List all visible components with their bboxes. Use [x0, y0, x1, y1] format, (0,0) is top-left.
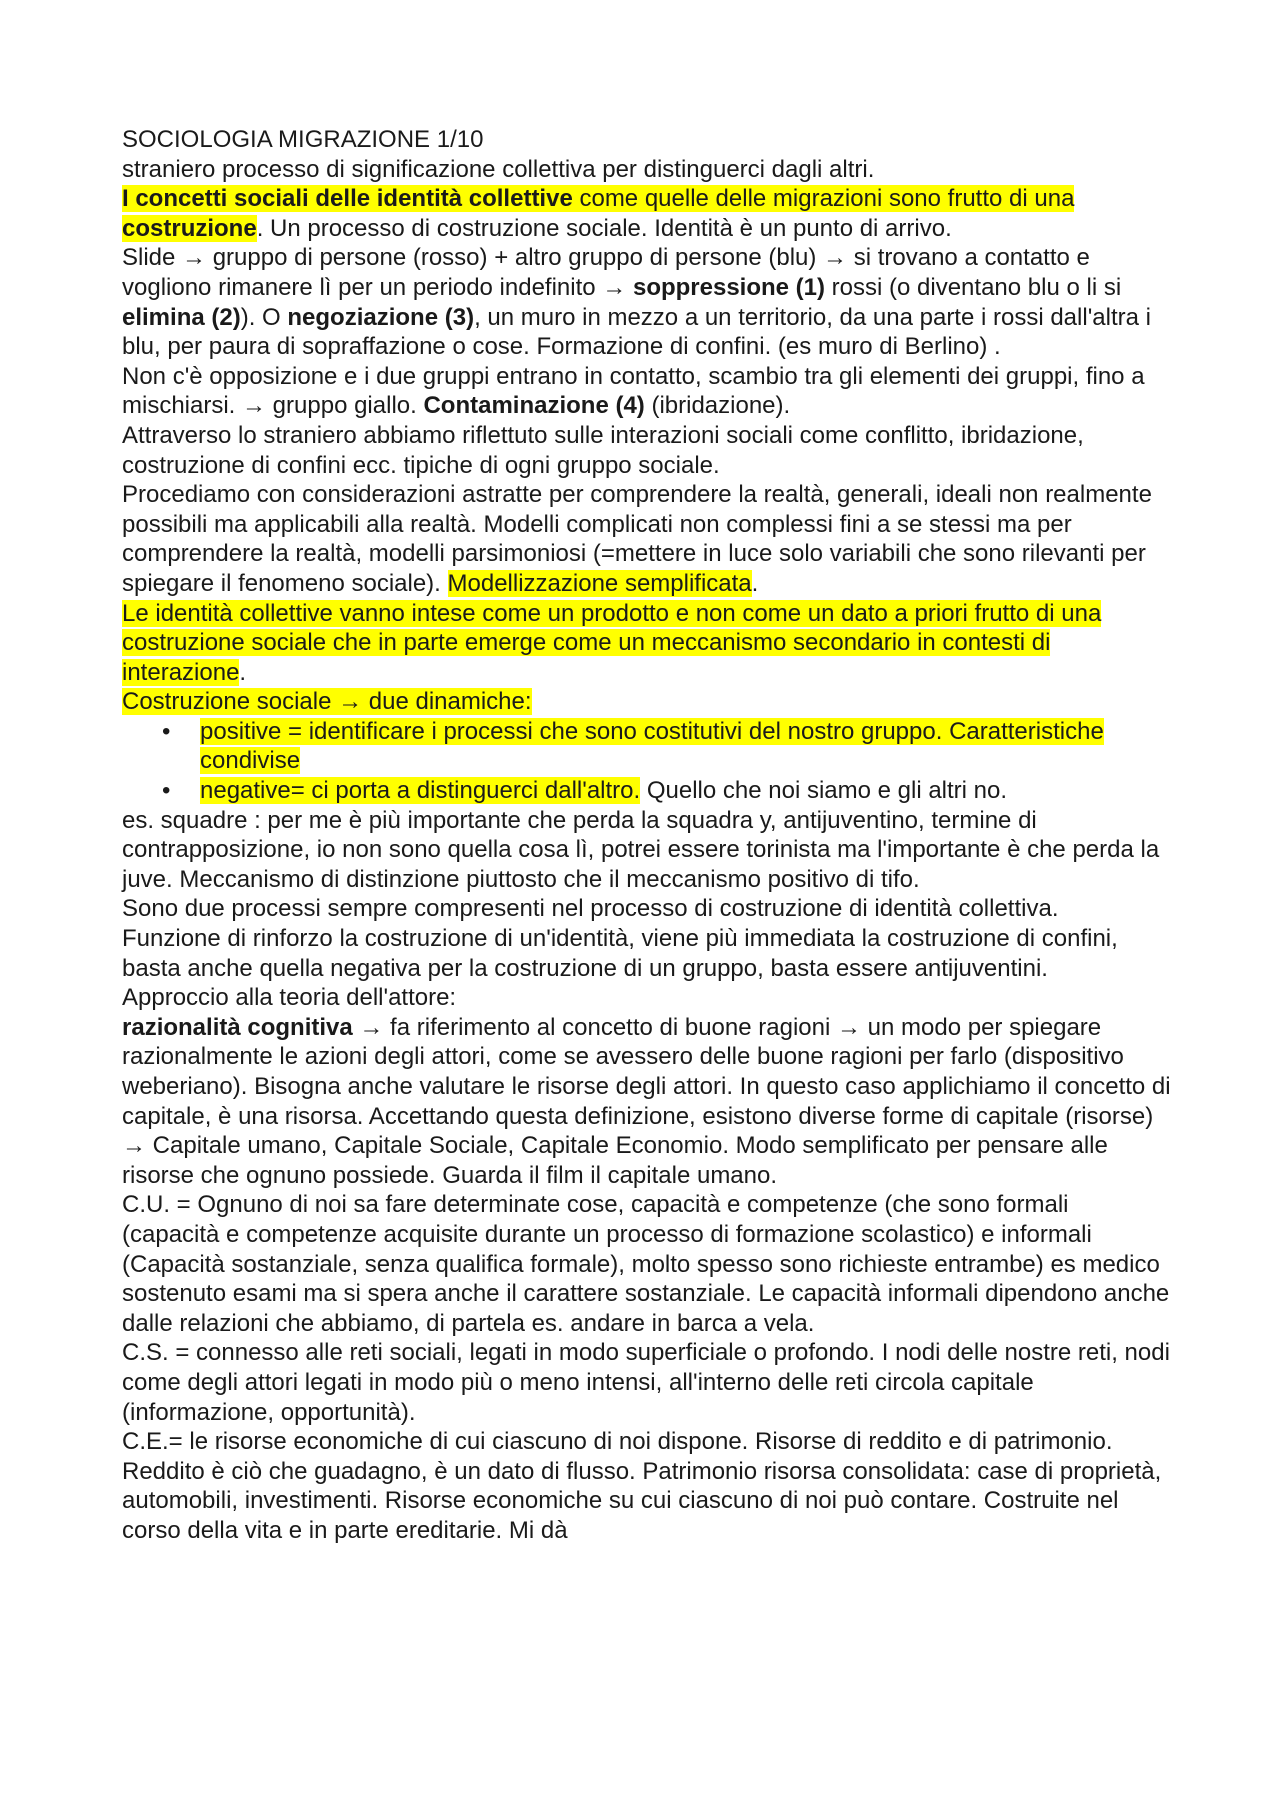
text-run: (ibridazione).	[644, 392, 791, 420]
list-item	[200, 717, 1172, 776]
paragraph-7	[122, 599, 1172, 688]
paragraph-10: Sono due processi sempre compresenti nel processo di costruzione di identità collettiva.	[122, 895, 1059, 923]
paragraph-4	[122, 362, 1172, 421]
text-run: . Un processo di costruzione sociale. Identità è un punto di arrivo.	[256, 214, 952, 242]
paragraph-1: straniero processo di significazione collettiva per distinguerci dagli altri.	[122, 155, 875, 183]
paragraph-8	[122, 687, 1172, 717]
paragraph-3	[122, 243, 1172, 361]
text-run: , un muro in mezzo a un territorio, da una parte i rossi dall'altra i blu, per paura di sopraffazione o cose. Formazione di confini. (es muro di Berlino) .	[122, 303, 1151, 361]
paragraph-2	[122, 184, 1172, 243]
text-run: Non c'è opposizione e i due gruppi entrano in contatto, scambio tra gli elementi dei gruppi, fino a mischiarsi. → gruppo giallo.	[122, 362, 1145, 420]
paragraph-14: C.U. = Ognuno di noi sa fare determinate cose, capacità e competenze (che sono formali (capacità e competenze acquisite durante un processo di formazione scolastico) e informali (Capacità sostanziale, senza qualifica formale), molto spesso sono richieste entrambe) es medico sostenuto esami ma si spera anche il carattere sostanziale. Le capacità informali dipendono anche dalle relazioni che abbiamo, di partela es. andare in barca a vela.	[122, 1191, 1170, 1337]
text-run: .	[239, 658, 247, 686]
text-run: come quelle delle migrazioni sono frutto di una	[572, 185, 1075, 213]
bold-text: soppressione (1)	[632, 273, 826, 301]
paragraph-13	[122, 1013, 1172, 1191]
bold-text: costruzione	[122, 214, 257, 242]
paragraph-5: Attraverso lo straniero abbiamo riflettuto sulle interazioni sociali come conflitto, ibridazione, costruzione di confini ecc. tipiche di ogni gruppo sociale.	[122, 421, 1084, 479]
text-run: .	[751, 569, 759, 597]
highlight: negative= ci porta a distinguerci dall'altro.	[200, 777, 641, 805]
paragraph-15: C.S. = connesso alle reti sociali, legati in modo superficiale o profondo. I nodi delle nostre reti, nodi come degli attori legati in modo più o meno intensi, all'interno delle reti circola capitale (informazione, opportunità).	[122, 1339, 1170, 1426]
highlight: positive = identificare i processi che sono costitutivi del nostro gruppo. Caratteristiche condivise	[200, 717, 1104, 775]
text-run: Procediamo con considerazioni astratte per comprendere la realtà, generali, ideali non realmente possibili ma applicabili alla realtà. Modelli complicati non complessi fini a se stessi ma per comprendere la realtà, modelli parsimoniosi (=mettere in luce solo variabili che sono rilevanti per spiegare il fenomeno sociale).	[122, 481, 1152, 597]
highlight: Costruzione sociale → due dinamiche:	[122, 688, 532, 716]
highlight: Le identità collettive vanno intese come un prodotto e non come un dato a priori frutto di una costruzione sociale che in parte emerge come un meccanismo secondario in contesti di interazione	[122, 599, 1102, 686]
text-run: Quello che noi siamo e gli altri no.	[640, 777, 1008, 805]
bold-text: razionalità cognitiva	[122, 1013, 353, 1041]
bold-text: negoziazione (3)	[287, 303, 475, 331]
paragraph-11: Funzione di rinforzo la costruzione di un'identità, viene più immediata la costruzione di confini, basta anche quella negativa per la costruzione di un gruppo, basta essere antijuventini.	[122, 925, 1118, 982]
bold-text: Contaminazione (4)	[423, 392, 645, 420]
paragraph-12: Approccio alla teoria dell'attore:	[122, 984, 457, 1012]
highlight: Modellizzazione semplificata	[447, 569, 752, 597]
bold-text: I concetti sociali delle identità collettive	[122, 185, 573, 213]
text-run: Slide → gruppo di persone (rosso) + altro gruppo di persone (blu) → si trovano a contatto e vogliono rimanere lì per un periodo indefinito →	[122, 244, 1090, 301]
bold-text: elimina (2)	[122, 303, 241, 331]
text-run: → fa riferimento al concetto di buone ragioni → un modo per spiegare razionalmente le azioni degli attori, come se avessero delle buone ragioni per farlo (dispositivo weberiano). Bisogna anche valutare le risorse degli attori. In questo caso applichiamo il concetto di capitale, è una risorsa. Accettando questa definizione, esistono diverse forme di capitale (risorse) → Capitale umano, Capitale Sociale, Capitale Economio. Modo semplificato per pensare alle risorse che ognuno possiede. Guarda il film il capitale umano.	[122, 1013, 1171, 1189]
paragraph-6	[122, 480, 1172, 598]
text-run: ). O	[240, 303, 288, 331]
document-page	[122, 125, 1172, 1546]
bullet-list	[122, 717, 1172, 806]
paragraph-9: es. squadre : per me è più importante che perda la squadra y, antijuventino, termine di contrapposizione, io non sono quella cosa lì, potrei essere torinista ma l'importante è che perda la juve. Meccanismo di distinzione piuttosto che il meccanismo positivo di tifo.	[122, 806, 1160, 893]
text-run: rossi (o diventano blu o li si	[825, 273, 1122, 301]
paragraph-16: C.E.= le risorse economiche di cui ciascuno di noi dispone. Risorse di reddito e di patrimonio. Reddito è ciò che guadagno, è un dato di flusso. Patrimonio risorsa consolidata: case di proprietà, automobili, investimenti. Risorse economiche su cui ciascuno di noi può contare. Costruite nel corso della vita e in parte ereditarie. Mi dà	[122, 1428, 1162, 1544]
list-item	[200, 776, 1172, 806]
document-title: SOCIOLOGIA MIGRAZIONE 1/10	[122, 126, 484, 153]
